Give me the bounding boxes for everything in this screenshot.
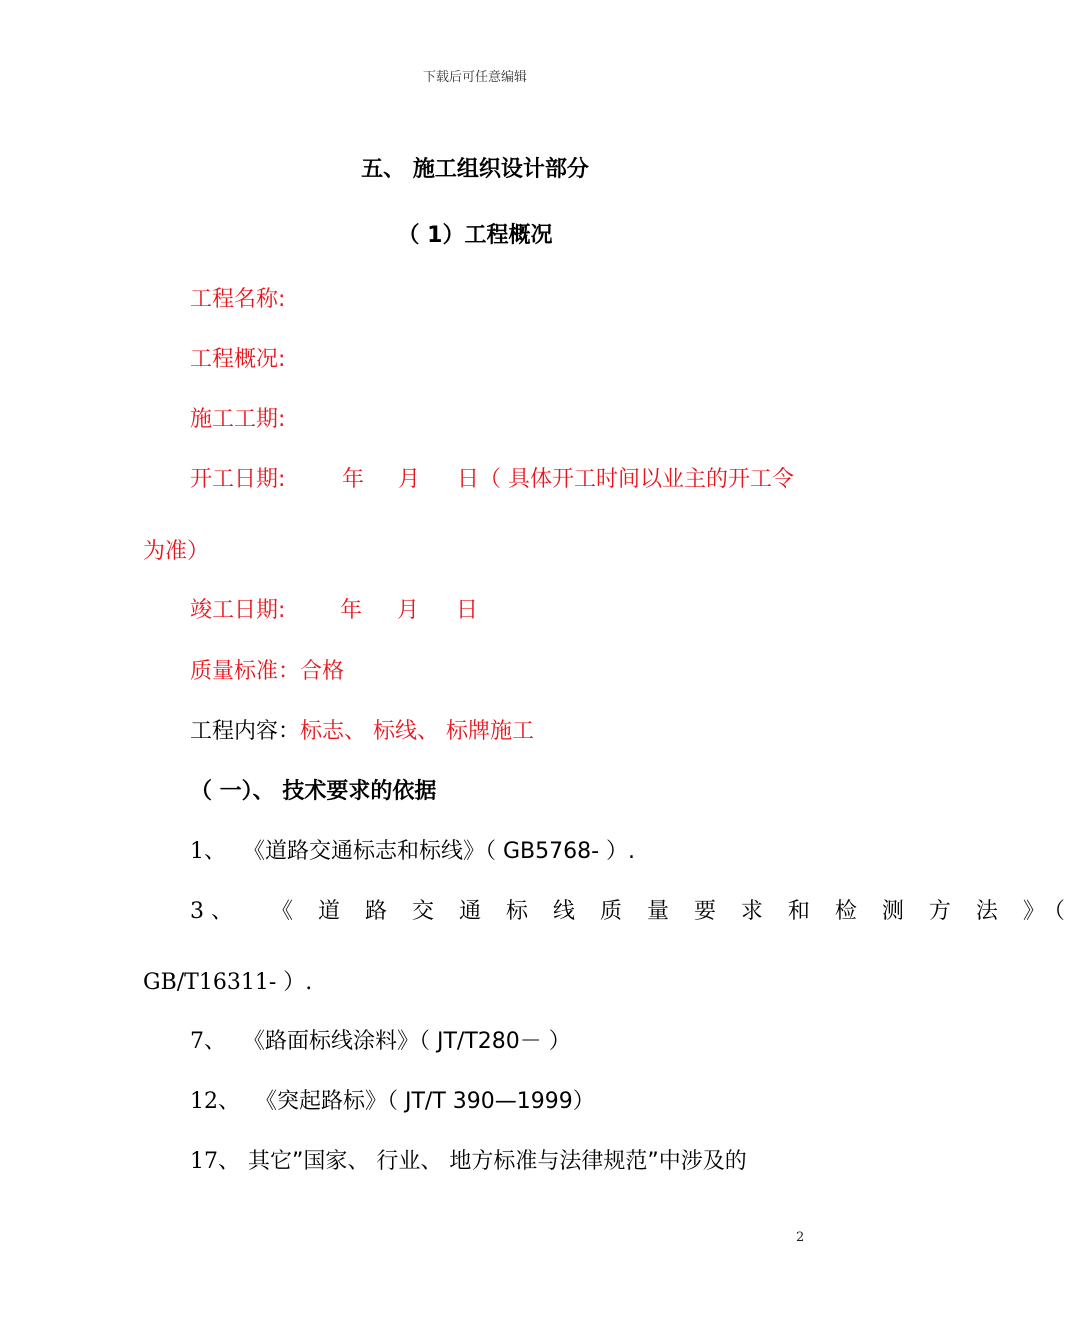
page-header: 下载后可任意编辑 (422, 70, 527, 85)
list-item-3-text: 《 道 路 交 通 标 线 质 量 要 求 和 检 测 方 法 》（ (271, 899, 1074, 924)
list-item-17-number: 17、 (190, 1149, 240, 1174)
list-item-3-continuation: GB/T16311- ）. (143, 970, 313, 995)
quality-standard: 质量标准：合格 (190, 659, 345, 684)
start-date-label: 开工日期: (190, 467, 286, 492)
list-item-12-text: 《突起路标》（ JT/T 390—1999） (255, 1089, 595, 1114)
start-note-continuation: 为准） (143, 539, 210, 564)
start-day-note: 日（ 具体开工时间以业主的开工令 (457, 467, 794, 492)
list-item-7-text: 《路面标线涂料》（ JT/T280－ ） (243, 1029, 571, 1054)
list-item-17-text: 其它”国家、 行业、 地方标准与法律规范”中涉及的 (248, 1149, 747, 1174)
list-item-1-number: 1、 (190, 839, 226, 864)
subsection-title: （ 1）工程概况 (397, 223, 553, 248)
section-title: 五、 施工组织设计部分 (361, 157, 589, 182)
list-item-3-number: 3 、 (190, 899, 233, 924)
project-content-value: 标志、 标线、 标牌施工 (300, 719, 535, 744)
page-number: 2 (796, 1230, 805, 1245)
project-name-label: 工程名称: (190, 287, 286, 312)
finish-day: 日 (456, 598, 479, 623)
tech-requirements-heading: （ 一）、 技术要求的依据 (190, 779, 437, 804)
start-month: 月 (398, 467, 421, 492)
project-content-label: 工程内容： (190, 719, 301, 744)
list-item-1-text: 《道路交通标志和标线》（ GB5768- ）. (243, 839, 636, 864)
finish-year: 年 (340, 598, 363, 623)
finish-date-label: 竣工日期: (190, 598, 286, 623)
list-item-12-number: 12、 (190, 1089, 240, 1114)
project-content (190, 714, 534, 745)
start-year: 年 (342, 467, 365, 492)
construction-period-label: 施工工期: (190, 407, 286, 432)
finish-month: 月 (397, 598, 420, 623)
list-item-7-number: 7、 (190, 1029, 226, 1054)
project-summary-label: 工程概况: (190, 347, 286, 372)
